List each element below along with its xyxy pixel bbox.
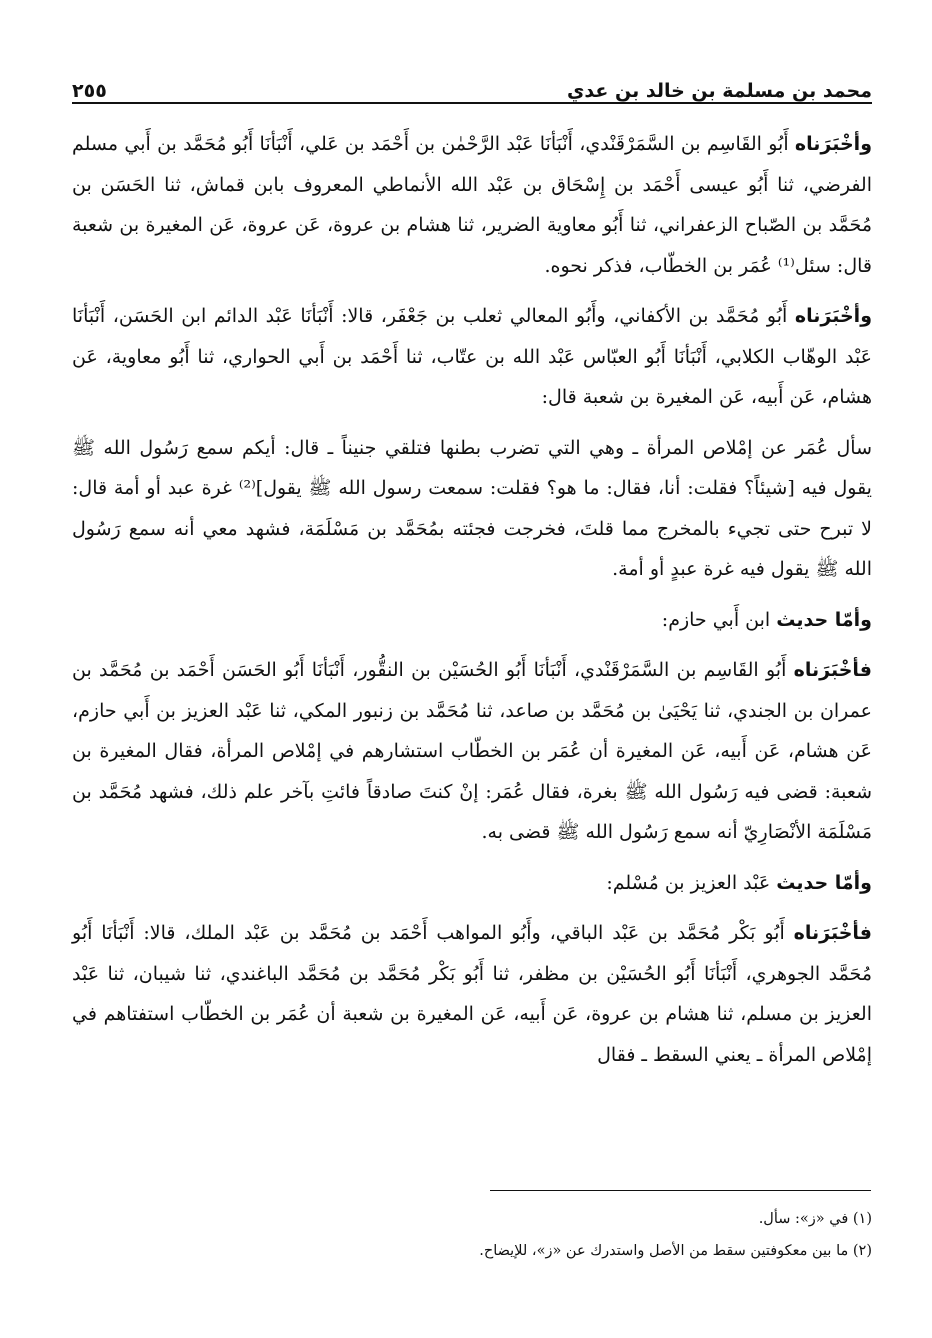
page-number: ٢٥٥ (72, 80, 107, 102)
paragraph-lead: وأخْبَرَناه (794, 133, 872, 155)
paragraph (72, 296, 872, 418)
footnote: (٢) ما بين معكوفتين سقط من الأصل واستدرك عن «ز»، للإيضاح. (479, 1243, 872, 1259)
paragraph-text: أَبُو القَاسِم بن السَّمَرْقَنْدي، أَنْبَأنَا عَبْد الرَّحْمٰن بن أَحْمَد بن عَلي، أَنْبَأنَا أَبُو مُحَمَّد بن أَبي مسلم الفرضي، ثنا أَبُو عيسى أَحْمَد بن إِسْحَاق بن عَبْد الله الأنماطي المعروف بابن قماش، ثنا الحَسَن بن مُحَمَّد بن الصّباح الزعفراني، ثنا أَبُو معاوية الضرير، ثنا هشام بن عروة، عَن عروة، عَن المغيرة بن شعبة قال: سئل⁽¹⁾ عُمَر بن الخطّاب، فذكر نحوه. (72, 133, 872, 277)
page (72, 58, 872, 1085)
footnotes (72, 1203, 872, 1267)
paragraph (72, 428, 872, 590)
heading-lead: وأمّا حديث (776, 608, 872, 631)
running-title: محمد بن مسلمة بن خالد بن عدي (567, 80, 872, 102)
section-heading (72, 600, 872, 641)
footnote: (١) في «ز»: سأل. (758, 1211, 872, 1227)
paragraph-text: أَبُو مُحَمَّد بن الأكفاني، وأَبُو المعالي ثعلب بن جَعْفَر، قالا: أَنْبَأنَا عَبْد الدائم ابن الحَسَن، أَنْبَأنَا عَبْد الوهّاب الكلابي، أَنْبَأنَا أَبُو العبّاس عَبْد الله بن عتّاب، ثنا أَحْمَد بن أَبي الحواري، ثنا أَبُو معاوية، عَن هشام، عَن أَبيه، عَن المغيرة بن شعبة قال: (72, 305, 872, 408)
heading-text: ابن أَبي حازم: (661, 608, 777, 631)
footnote-separator (490, 1190, 871, 1191)
paragraph (72, 650, 872, 853)
paragraph (72, 913, 872, 1075)
paragraph (72, 124, 872, 286)
heading-lead: وأمّا حديث (776, 871, 872, 894)
page-header (72, 58, 872, 104)
heading-text: عَبْد العزيز بن مُسْلم: (606, 871, 777, 894)
paragraph-text: أَبُو القَاسِم بن السَّمَرْقَنْدي، أَنْبَأنَا أَبُو الحُسَيْن بن النقُّور، أَنْبَأنَا أَبُو الحَسَن أَحْمَد بن مُحَمَّد بن عمران بن الجندي، ثنا يَحْيَىٰ بن مُحَمَّد بن صاعد، ثنا مُحَمَّد بن زنبور المكي، ثنا عَبْد العزيز بن أَبي حازم، عَن هشام، عَن أَبيه، عَن المغيرة أن عُمَر بن الخطّاب استشارهم في إمْلاص المرأة، فقال المغيرة بن شعبة: قضى فيه رَسُول الله ﷺ بغرة، فقال عُمَر: إنْ كنتَ صادقاً فائتِ بآخر علم ذلك، فشهد مُحَمَّد بن مَسْلَمَة الأنْصَارِيّ أنه سمع رَسُول الله ﷺ قضى به. (72, 659, 872, 843)
paragraph-lead: فأخْبَرَناه (793, 659, 872, 681)
paragraph-text: أَبُو بَكْر مُحَمَّد بن عَبْد الباقي، وأَبُو المواهب أَحْمَد بن مُحَمَّد بن عَبْد الملك، قالا: أَنْبَأنَا أَبُو مُحَمَّد الجوهري، أَنْبَأنَا أَبُو الحُسَيْن بن مظفر، ثنا أَبُو بَكْر مُحَمَّد بن مُحَمَّد الباغندي، ثنا شيبان، ثنا عَبْد العزيز بن مسلم، ثنا هشام بن عروة، عَن أَبيه، عَن المغيرة بن شعبة أن عُمَر بن الخطّاب استفتاهم في إمْلاص المرأة ـ يعني السقط ـ فقال (72, 922, 872, 1066)
paragraph-text: سأل عُمَر عن إمْلاص المرأة ـ وهي التي تضرب بطنها فتلقي جنيناً ـ قال: أيكم سمع رَسُول الله ﷺ يقول فيه [شيئاً؟ فقلت: أنا، فقال: ما هو؟ فقلت: سمعت رسول الله ﷺ يقول]⁽²⁾ غرة عبد أو أمة قال: لا تبرح حتى تجيء بالمخرج مما قلتَ، فخرجت فجئته بمُحَمَّد بن مَسْلَمَة، فشهد معي أنه سمع رَسُول الله ﷺ يقول فيه غرة عبدٍ أو أمة. (72, 436, 872, 580)
section-heading (72, 863, 872, 904)
paragraph-lead: وأخْبَرَناه (794, 305, 872, 327)
page-body (72, 124, 872, 1075)
paragraph-lead: فأخْبَرَناه (793, 922, 872, 944)
